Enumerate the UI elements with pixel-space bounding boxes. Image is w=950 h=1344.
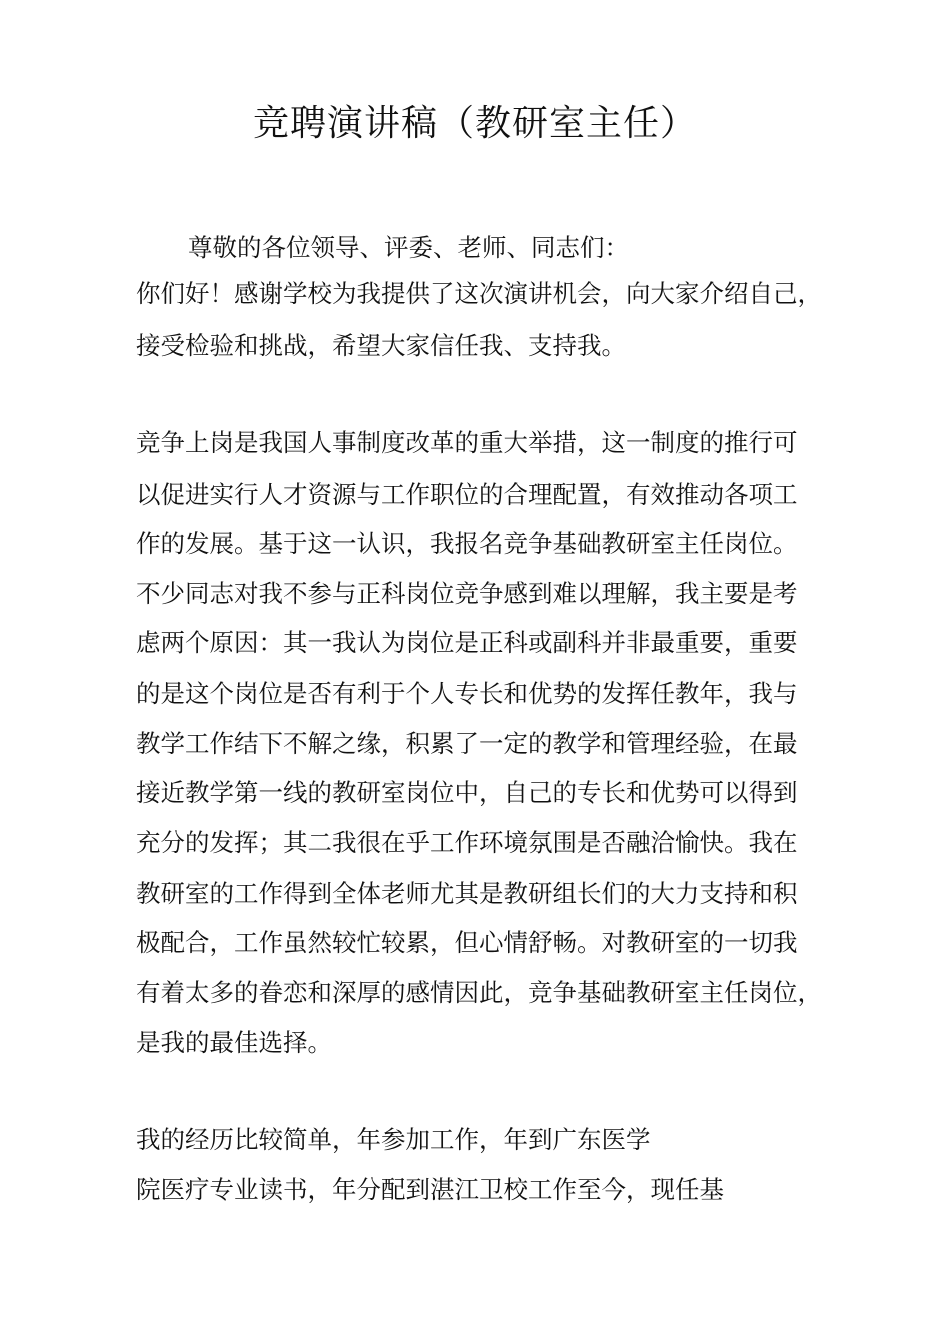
text-line: 不少同志对我不参与正科岗位竞争感到难以理解，我主要是考 xyxy=(136,579,798,608)
text-line: 教研室的工作得到全体老师尤其是教研组长们的大力支持和积 xyxy=(136,879,798,908)
text-line: 我的经历比较简单，年参加工作，年到广东医学 xyxy=(136,1125,651,1154)
text-line: 极配合，工作虽然较忙较累，但心情舒畅。对教研室的一切我 xyxy=(136,928,798,957)
text-line: 的是这个岗位是否有利于个人专长和优势的发挥任教年，我与 xyxy=(136,679,798,708)
text-line: 充分的发挥；其二我很在乎工作环境氛围是否融洽愉快。我在 xyxy=(136,828,798,857)
text-line: 是我的最佳选择。 xyxy=(136,1028,332,1057)
text-line: 虑两个原因：其一我认为岗位是正科或副科并非最重要，重要 xyxy=(136,628,798,657)
text-line: 接近教学第一线的教研室岗位中，自己的专长和优势可以得到 xyxy=(136,778,798,807)
text-line: 以促进实行人才资源与工作职位的合理配置，有效推动各项工 xyxy=(136,480,798,509)
text-line: 院医疗专业读书，年分配到湛江卫校工作至今，现任基 xyxy=(136,1175,724,1204)
salutation-line: 尊敬的各位领导、评委、老师、同志们： xyxy=(188,233,629,262)
text-line: 竞争上岗是我国人事制度改革的重大举措，这一制度的推行可 xyxy=(136,428,798,457)
text-line: 有着太多的眷恋和深厚的感情因此，竞争基础教研室主任岗位， xyxy=(136,978,822,1007)
text-line: 作的发展。基于这一认识，我报名竞争基础教研室主任岗位。 xyxy=(136,529,798,558)
text-line: 你们好！感谢学校为我提供了这次演讲机会，向大家介绍自己， xyxy=(136,279,822,308)
text-line: 教学工作结下不解之缘，积累了一定的教学和管理经验，在最 xyxy=(136,729,798,758)
text-line: 接受检验和挑战，希望大家信任我、支持我。 xyxy=(136,331,626,360)
document-title: 竞聘演讲稿（教研室主任） xyxy=(252,103,697,144)
